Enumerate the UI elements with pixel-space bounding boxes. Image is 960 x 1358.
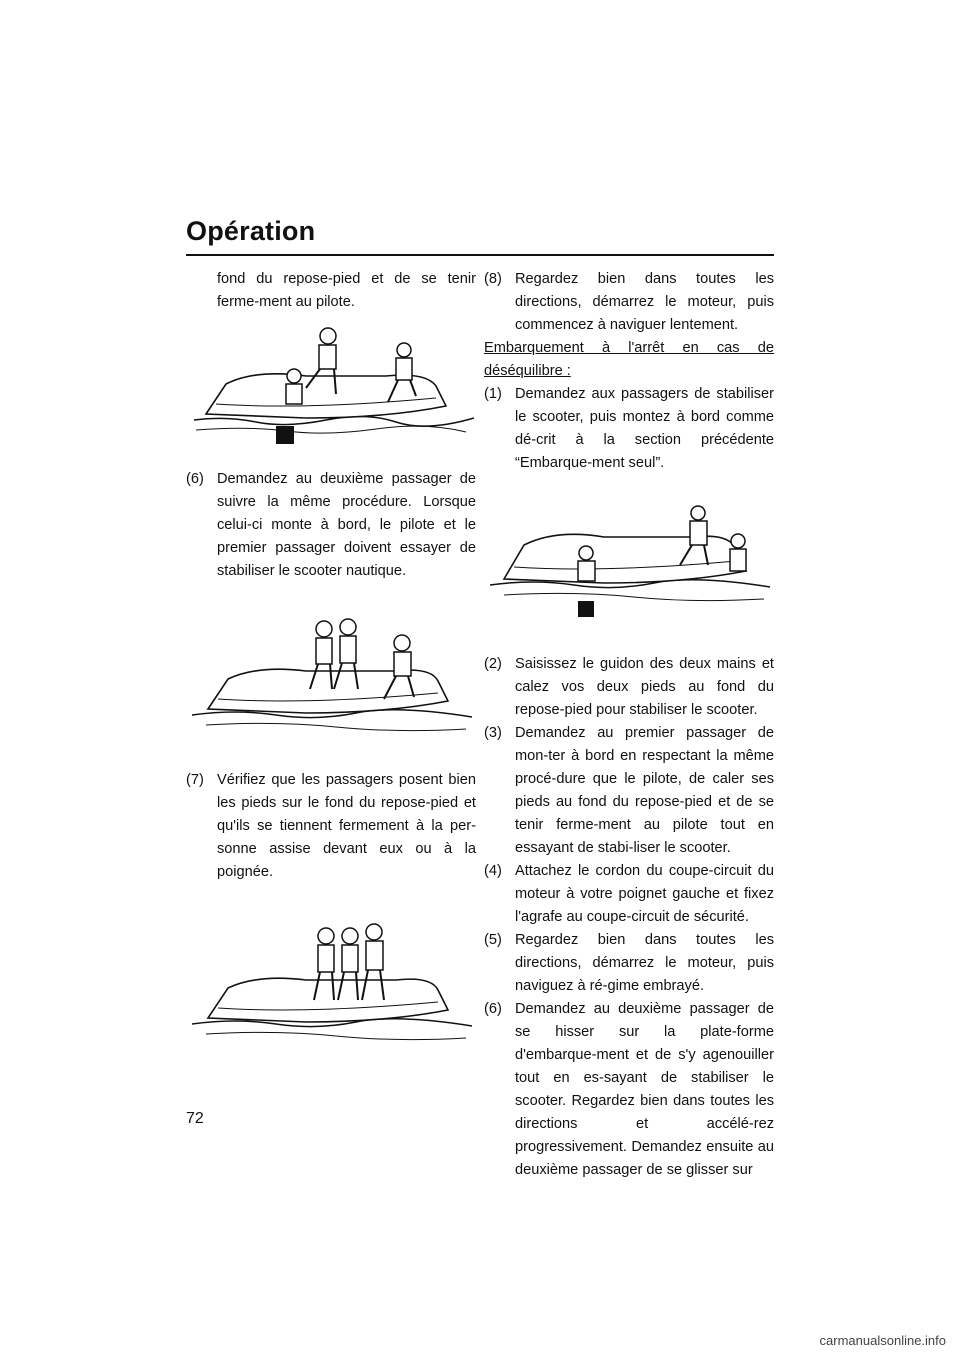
- list-item-number: (7): [186, 772, 204, 788]
- list-item-text: Demandez aux passagers de stabiliser le scooter, puis montez à bord comme dé-crit à la section précédente “Embarque-ment seul”.: [515, 386, 774, 471]
- section-heading-line2: déséquilibre :: [484, 363, 571, 379]
- list-item: [484, 653, 774, 722]
- list-item: [484, 722, 774, 860]
- list-item-text: Attachez le cordon du coupe-circuit du moteur à votre poignet gauche et fixez l'agrafe au coupe-circuit de sécurité.: [515, 863, 774, 925]
- list-item-text: Regardez bien dans toutes les directions, démarrez le moteur, puis commencez à naviguer lentement.: [515, 271, 774, 333]
- page-title: Opération: [186, 216, 316, 246]
- title-divider: [186, 254, 774, 256]
- list-item-text: Saisissez le guidon des deux mains et calez vos deux pieds au fond du repose-pied pour stabiliser le scooter.: [515, 656, 774, 718]
- jet-ski-illustration-4: [484, 505, 774, 625]
- list-item-number: (8): [484, 271, 502, 287]
- right-column: [484, 268, 774, 1182]
- list-item: [484, 860, 774, 929]
- list-item-text: Demandez au deuxième passager de se hisser sur la plate-forme d'embarque-ment et de s'y agenouiller tout en es-sayant de stabiliser le scooter. Regardez bien dans toutes les directions et accélé-rez progressivement. Demandez ensuite au deuxième passager de se glisser sur: [515, 1001, 774, 1178]
- list-item-number: (6): [484, 1001, 502, 1017]
- list-item: [186, 769, 476, 884]
- list-item-number: (1): [484, 386, 502, 402]
- list-item: [484, 383, 774, 475]
- list-item-number: (2): [484, 656, 502, 672]
- list-item-number: (5): [484, 932, 502, 948]
- list-item: [186, 468, 476, 583]
- list-item: [484, 998, 774, 1182]
- list-item: [484, 929, 774, 998]
- list-item-text: Demandez au deuxième passager de suivre la même procédure. Lorsque celui-ci monte à bord, le pilote et le premier passager doivent essayer de stabiliser le scooter nautique.: [217, 471, 476, 579]
- list-item-number: (4): [484, 863, 502, 879]
- list-item-text: Demandez au premier passager de mon-ter à bord en respectant la même procé-dure que le pilote, de caler ses pieds au fond du repose-pied et de se tenir ferme-ment au pilote tout en essayant de stabi-liser le scooter.: [515, 725, 774, 856]
- list-item: [484, 268, 774, 337]
- jet-ski-illustration-1: [186, 314, 476, 454]
- jet-ski-illustration-3: [186, 912, 476, 1062]
- list-item-number: (3): [484, 725, 502, 741]
- left-column: [186, 268, 476, 1062]
- list-item-text: Regardez bien dans toutes les directions, démarrez le moteur, puis naviguez à ré-gime embrayé.: [515, 932, 774, 994]
- list-item-text: Vérifiez que les passagers posent bien les pieds sur le fond du repose-pied et qu'ils se tiennent fermement à la per-sonne assise devant eux ou à la poignée.: [217, 772, 476, 880]
- jet-ski-illustration-2: [186, 605, 476, 755]
- footer-watermark[interactable]: carmanualsonline.info: [819, 1333, 946, 1348]
- paragraph-continuation: fond du repose-pied et de se tenir ferme-ment au pilote.: [217, 271, 476, 310]
- page-number: 72: [186, 1110, 204, 1127]
- section-heading-line1: Embarquement à l'arrêt en cas de: [484, 340, 774, 356]
- list-item-number: (6): [186, 471, 204, 487]
